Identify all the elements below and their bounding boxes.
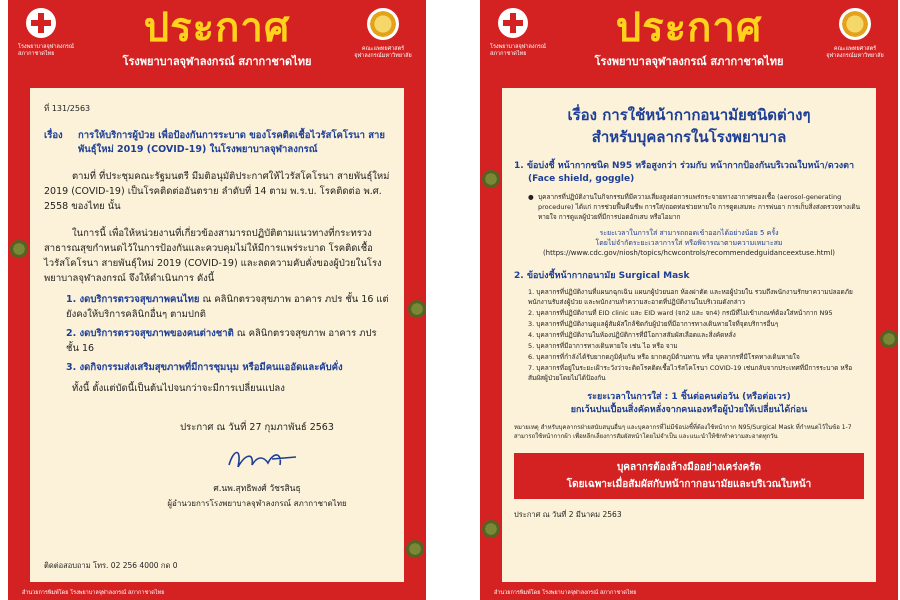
subject-text: การให้บริการผู้ป่วย เพื่อป้องกันการระบาด ของโรคติดเชื้อไวรัสโคโรนา สายพันธุ์ใหม่ 2019 (COVID-19) ในโรงพยาบาลจุฬาลงกรณ์ <box>78 130 385 155</box>
section-1-bullet <box>528 192 864 222</box>
hospital-logo-text: โรงพยาบาลจุฬาลงกรณ์ สภากาชาดไทย <box>490 44 546 57</box>
list-item: 4. บุคลากรที่ปฏิบัติงานในห้องปฏิบัติการที่มีโอกาสสัมผัสเลือดและสิ่งคัดหลั่ง <box>528 331 736 339</box>
list-item: 6. บุคลากรที่กำลังได้รับยากดภูมิคุ้มกัน หรือ ยากดภูมิต้านทาน หรือ บุคลากรที่มีโรคทางเดินหายใจ <box>528 353 800 361</box>
section-1-heading-2: (Face shield, goggle) <box>528 174 635 184</box>
list-item <box>66 360 390 375</box>
print-footer: อำนวยการพิมพ์โดย โรงพยาบาลจุฬาลงกรณ์ สภากาชาดไทย <box>22 590 165 596</box>
section-2-list <box>528 287 864 383</box>
signer-position: ผู้อำนวยการโรงพยาบาลจุฬาลงกรณ์ สภากาชาดไทย <box>167 499 347 508</box>
poster-header <box>480 0 898 88</box>
paragraph-2: ในการนี้ เพื่อให้หน่วยงานที่เกี่ยวข้องสามารถปฏิบัติตามแนวทางที่กระทรวงสาธารณสุขกำหนดไว้ในการป้องกันและควบคุมไม่ให้มีการแพร่ระบาด โรคติดเชื้อไวรัสโคโรนา สายพันธุ์ใหม่ 2019 (COVID-19) และลดความคับคั่งของผู้ป่วยในโรงพยาบาลจุฬาลงกรณ์ จึงให้ดำเนินการ ดังนี้ <box>44 228 382 284</box>
reference-link: (https://www.cdc.gov/niosh/topics/hcwcontrols/recommendedguidanceextuse.html) <box>542 249 836 257</box>
print-footer: อำนวยการพิมพ์โดย โรงพยาบาลจุฬาลงกรณ์ สภากาชาดไทย <box>494 590 637 596</box>
signer-name: ศ.นพ.สุทธิพงศ์ วัชรสินธุ <box>213 484 301 494</box>
section-2-note-line-2: ยกเว้นปนเปื้อนสิ่งคัดหลั่งจากคนเองหรือผู้ป่วยให้เปลี่ยนได้ก่อน <box>570 405 808 415</box>
item-rest: ณ คลินิกตรวจสุขภาพ อาคาร ภปร ชั้น 16 แต่ยังคงให้บริการคลินิกอื่นๆ ตามปกติ <box>66 294 389 320</box>
letter-panel <box>30 88 404 582</box>
list-item: 2. บุคลากรที่ปฏิบัติงานที่ EID clinic และ EID ward (จก2 และ จก4) กรณีที่ไม่เข้าเกณฑ์ต้องใส่หน้ากาก N95 <box>528 309 833 317</box>
faculty-logo <box>820 8 890 60</box>
seal-icon <box>839 8 871 40</box>
section-1-note-line-1: ระยะเวลาในการใส่ สามารถถอดเข้าออกได้อย่างน้อย 5 ครั้ง <box>599 229 779 237</box>
virus-icon <box>408 300 426 318</box>
section-1-note <box>514 228 864 258</box>
paragraph-1: ตามที่ ที่ประชุมคณะรัฐมนตรี มีมติอนุมัติประกาศให้ไวรัสโคโรนา สายพันธุ์ใหม่ 2019 (COVID-19) เป็นโรคติดต่ออันตราย ลำดับที่ 14 ตาม พ.ร.บ. โรคติดต่อ พ.ศ. 2558 ของไทย นั้น <box>44 171 390 212</box>
virus-icon <box>482 520 500 538</box>
handwash-banner-line-2: โดยเฉพาะเมื่อสัมผัสกับหน้ากากอนามัยและบริเวณใบหน้า <box>566 479 812 490</box>
bullet-icon: ● <box>528 193 534 201</box>
list-item <box>66 326 390 356</box>
poster-header <box>8 0 426 88</box>
handwash-banner-line-1: บุคลากรต้องล้างมืออย่างเคร่งครัด <box>616 462 762 473</box>
faculty-logo-text: คณะแพทยศาสตร์ จุฬาลงกรณ์มหาวิทยาลัย <box>354 46 412 59</box>
virus-icon <box>482 170 500 188</box>
notice-title-line-1: เรื่อง การใช้หน้ากากอนามัยชนิดต่างๆ <box>567 106 811 124</box>
announcement-date: ประกาศ ณ วันที่ 2 มีนาคม 2563 <box>514 510 622 519</box>
remark-text: หมายเหตุ สำหรับบุคลากรฝ่ายสนับสนุนอื่นๆ และบุคลากรที่ไม่มีข้อบ่งชี้ที่ต้องใช้หน้ากาก N95/Surgical Mask ที่กำหนดไว้ในข้อ 1-7 สามารถใช้หน้ากากผ้า เพื่อหลีกเลี่ยงการสัมผัสหน้าโดยไม่จำเป็น และแนะนำให้ซักทำความสะอาดทุกวัน <box>514 424 852 440</box>
seal-icon <box>367 8 399 40</box>
notice-panel <box>502 88 876 582</box>
measure-list <box>66 292 390 375</box>
list-item: 3. บุคลากรที่ปฏิบัติงานดูแลผู้สัมผัสใกล้ชิดกับผู้ป่วยที่มีอาการทางเดินหายใจที่จุดบริการอื่นๆ <box>528 320 779 328</box>
list-item: 5. บุคลากรที่มีอาการทางเดินหายใจ เช่น ไอ หรือ จาม <box>528 342 678 350</box>
virus-icon <box>406 540 424 558</box>
list-item: 7. บุคลากรที่อยู่ในระยะเฝ้าระวังว่าจะติดโรคติดเชื้อไวรัสโคโรนา COVID-19 เช่นกลับจากประเทศที่มีการระบาด หรือสัมผัสผู้ป่วยโดยไม่ได้ป้องกัน <box>528 364 853 382</box>
contact-info: ติดต่อสอบถาม โทร. 02 256 4000 กด 0 <box>44 561 178 570</box>
section-1-heading: 1. ข้อบ่งชี้ หน้ากากชนิด N95 หรือสูงกว่า ร่วมกับ หน้ากากป้องกันบริเวณใบหน้า/ดวงตา <box>514 161 855 171</box>
section-1-bullet-text: บุคลากรที่ปฏิบัติงานในกิจกรรมที่มีความเสี่ยงสูงต่อการแพร่กระจายทางอากาศของเชื้อ (aerosol-generating procedure) ได้แก่ การช่วยฟื้นคืนชีพ การใส่/ถอดท่อช่วยหายใจ การดูดเสมหะ การพ่นยา การเก็บสิ่งส่งตรวจทางเดินหายใจ การดูแลผู้ป่วยที่มีการปอดอักเสบ หรือไอมาก <box>538 193 861 221</box>
section-2-note-line-1: ระยะเวลาในการใส่ : 1 ชิ้นต่อคนต่อวัน (หรือต่อเวร) <box>587 392 791 402</box>
handwash-banner <box>514 453 864 499</box>
notice-title-line-2: สำหรับบุคลากรในโรงพยาบาล <box>591 128 787 146</box>
poster-subtitle: โรงพยาบาลจุฬาลงกรณ์ สภากาชาดไทย <box>122 55 312 68</box>
signature-image <box>224 443 304 473</box>
notice-title <box>514 104 864 148</box>
section-2-heading: 2. ข้อบ่งชี้หน้ากากอนามัย Surgical Mask <box>514 271 690 281</box>
announcement-poster-left <box>8 0 426 600</box>
subject-line <box>44 129 390 157</box>
section-2-note <box>514 391 864 417</box>
faculty-logo <box>348 8 418 60</box>
announcement-date: ประกาศ ณ วันที่ 27 กุมภาพันธ์ 2563 <box>180 422 334 433</box>
item-bold: 1. งดบริการตรวจสุขภาพคนไทย <box>66 294 200 305</box>
hospital-logo-text: โรงพยาบาลจุฬาลงกรณ์ สภากาชาดไทย <box>18 44 74 57</box>
subject-label: เรื่อง <box>44 130 63 141</box>
announcement-poster-right <box>480 0 898 600</box>
list-item <box>66 292 390 322</box>
poster-title: ประกาศ <box>143 4 291 51</box>
virus-icon <box>10 240 28 258</box>
poster-subtitle: โรงพยาบาลจุฬาลงกรณ์ สภากาชาดไทย <box>594 55 784 68</box>
virus-icon <box>880 330 898 348</box>
item-bold: 2. งดบริการตรวจสุขภาพของคนต่างชาติ <box>66 328 234 339</box>
closing-text: ทั้งนี้ ตั้งแต่บัดนี้เป็นต้นไปจนกว่าจะมีการเปลี่ยนแปลง <box>72 383 285 394</box>
item-bold: 3. งดกิจกรรมส่งเสริมสุขภาพที่มีการชุมนุม หรือมีคนแออัดและคับคั่ง <box>66 362 343 373</box>
item-rest: ณ คลินิกตรวจสุขภาพ อาคาร ภปร ชั้น 16 <box>66 328 377 354</box>
poster-title: ประกาศ <box>615 4 763 51</box>
document-number: ที่ 131/2563 <box>44 104 91 113</box>
list-item: 1. บุคลากรที่ปฏิบัติงานที่แผนกฉุกเฉิน แผนกผู้ป่วยนอก ห้องผ่าตัด และหอผู้ป่วยใน รวมถึงพนักงานรักษาความปลอดภัย พนักงานรับส่งผู้ป่วย และพนักงานทำความสะอาดที่ปฏิบัติงานในบริเวณดังกล่าว <box>528 288 853 306</box>
section-1-note-line-2: โดยไม่จำกัดระยะเวลาการใส่ หรือพิจารณาตามความเหมาะสม <box>595 239 783 247</box>
faculty-logo-text: คณะแพทยศาสตร์ จุฬาลงกรณ์มหาวิทยาลัย <box>826 46 884 59</box>
